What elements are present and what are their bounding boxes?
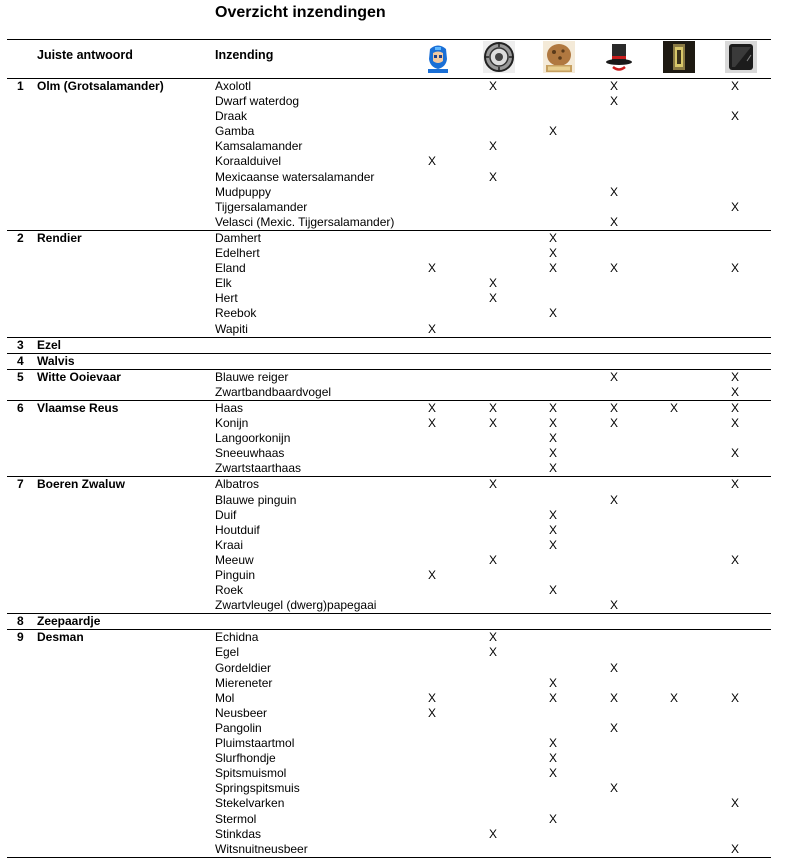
submission-name: Tijgersalamander: [215, 199, 308, 214]
submission-mark: X: [730, 369, 739, 384]
table-row: [7, 231, 771, 246]
submission-mark: X: [609, 781, 618, 796]
submission-name: Eland: [215, 261, 246, 276]
submission-mark: X: [548, 766, 557, 781]
submission-mark: X: [548, 537, 557, 552]
submission-name: Egel: [215, 645, 240, 660]
question-number: 4: [17, 353, 24, 368]
submission-name: Draak: [215, 109, 248, 124]
table-row: [7, 291, 771, 306]
submission-name: Albatros: [215, 477, 260, 492]
table-row: [7, 538, 771, 553]
submission-mark: X: [548, 751, 557, 766]
header-correct-answer: Juiste antwoord: [37, 48, 133, 62]
table-row: [7, 706, 771, 721]
submission-name: Pinguin: [215, 568, 256, 582]
table-row: [7, 170, 771, 185]
submission-mark: X: [609, 369, 618, 384]
table-row: [7, 370, 771, 385]
submission-name: Haas: [215, 400, 244, 415]
submission-name: Axolotl: [215, 79, 252, 93]
submission-mark: X: [609, 261, 618, 276]
submission-mark: X: [548, 246, 557, 261]
submission-name: Wapiti: [215, 321, 248, 336]
submission-name: Langoorkonijn: [215, 431, 291, 446]
submission-mark: X: [548, 583, 557, 598]
submission-mark: X: [488, 630, 497, 645]
answer-group: [7, 477, 771, 614]
table-row: [7, 523, 771, 538]
table-row: [7, 185, 771, 200]
submission-mark: X: [427, 321, 436, 336]
table-row: [7, 751, 771, 766]
submission-name: Pangolin: [215, 720, 262, 735]
table-row: [7, 598, 771, 613]
submission-mark: X: [488, 276, 497, 291]
table-row: [7, 109, 771, 124]
table-row: [7, 661, 771, 676]
submission-mark: X: [609, 79, 618, 93]
submission-mark: X: [488, 477, 497, 492]
page-title: Overzicht inzendingen: [215, 4, 386, 21]
submission-mark: X: [730, 552, 739, 567]
submission-mark: X: [427, 400, 436, 415]
table-row: [7, 306, 771, 321]
table-row: [7, 812, 771, 827]
submission-mark: X: [488, 645, 497, 660]
table-row: [7, 246, 771, 261]
submission-name: Kraai: [215, 537, 244, 552]
table-row: [7, 401, 771, 416]
dark-room-avatar: [663, 41, 695, 73]
submission-name: Stermol: [215, 811, 257, 826]
table-row: [7, 154, 771, 169]
submission-name: Blauwe pinguin: [215, 492, 297, 507]
submission-mark: X: [730, 400, 739, 415]
submission-name: Velasci (Mexic. Tijgersalamander): [215, 214, 395, 229]
answer-group: [7, 79, 771, 231]
submission-mark: X: [730, 79, 739, 93]
table-row: [7, 827, 771, 842]
table-row: [7, 461, 771, 476]
submission-name: Zwartbandbaardvogel: [215, 384, 332, 399]
emblem-avatar: [483, 41, 515, 73]
submission-name: Witsnuitneusbeer: [215, 841, 308, 856]
submission-name: Slurfhondje: [215, 751, 276, 766]
submission-mark: X: [609, 598, 618, 613]
table-row: [7, 568, 771, 583]
question-number: 1: [17, 79, 24, 93]
submission-mark: X: [488, 139, 497, 154]
submission-mark: X: [609, 400, 618, 415]
correct-answer: Rendier: [37, 230, 82, 245]
submission-mark: X: [548, 461, 557, 476]
submission-name: Stinkdas: [215, 826, 262, 841]
correct-answer: Walvis: [37, 353, 75, 368]
submission-name: Sneeuwhaas: [215, 446, 285, 461]
submission-name: Echidna: [215, 630, 259, 645]
table-row: [7, 322, 771, 337]
submission-mark: X: [488, 552, 497, 567]
submission-mark: X: [427, 154, 436, 169]
table-row: [7, 676, 771, 691]
answer-group: [7, 354, 771, 370]
table-row: [7, 79, 771, 94]
header-submission: Inzending: [215, 48, 274, 62]
table-row: [7, 276, 771, 291]
submission-name: Mexicaanse watersalamander: [215, 169, 375, 184]
table-row: [7, 416, 771, 431]
submission-name: Neusbeer: [215, 705, 268, 720]
submission-name: Meeuw: [215, 552, 254, 567]
submission-mark: X: [730, 796, 739, 811]
question-number: 9: [17, 630, 24, 645]
top-hat-avatar: [603, 41, 635, 73]
submission-mark: X: [548, 431, 557, 446]
submission-name: Gamba: [215, 124, 255, 139]
megaman-avatar: [422, 41, 454, 73]
cookie-avatar: [543, 41, 575, 73]
table-header: [7, 40, 771, 79]
table-row: [7, 614, 771, 629]
submission-name: Mudpuppy: [215, 184, 272, 199]
submission-name: Hert: [215, 291, 238, 306]
dark-device-avatar: [725, 41, 757, 73]
table-row: [7, 842, 771, 857]
submission-name: Elk: [215, 276, 232, 291]
submission-mark: X: [488, 826, 497, 841]
submission-mark: X: [609, 94, 618, 109]
submission-mark: X: [730, 446, 739, 461]
submission-mark: X: [730, 841, 739, 856]
submission-name: Miereneter: [215, 675, 273, 690]
submission-mark: X: [427, 261, 436, 276]
correct-answer: Witte Ooievaar: [37, 369, 121, 384]
submission-mark: X: [548, 675, 557, 690]
submission-mark: X: [730, 261, 739, 276]
answer-group: [7, 338, 771, 354]
submission-name: Mol: [215, 690, 235, 705]
submission-mark: X: [730, 416, 739, 431]
correct-answer: Zeepaardje: [37, 614, 101, 629]
submission-name: Springspitsmuis: [215, 781, 300, 796]
table-row: [7, 583, 771, 598]
table-row: [7, 200, 771, 215]
correct-answer: Boeren Zwaluw: [37, 477, 126, 492]
submission-name: Damhert: [215, 230, 262, 245]
submission-mark: X: [488, 79, 497, 93]
table-row: [7, 477, 771, 492]
submission-mark: X: [488, 400, 497, 415]
submission-name: Zwartvleugel (dwerg)papegaai: [215, 598, 377, 613]
submission-mark: X: [669, 400, 678, 415]
submission-name: Zwartstaarthaas: [215, 461, 302, 476]
correct-answer: Ezel: [37, 337, 62, 352]
submission-mark: X: [548, 736, 557, 751]
table-row: [7, 446, 771, 461]
submission-mark: X: [609, 660, 618, 675]
submission-mark: X: [730, 109, 739, 124]
submission-mark: X: [548, 306, 557, 321]
submissions-table: [7, 39, 771, 858]
submission-name: Roek: [215, 583, 244, 598]
submission-name: Blauwe reiger: [215, 369, 289, 384]
answer-group: [7, 614, 771, 630]
table-row: [7, 493, 771, 508]
submission-mark: X: [427, 416, 436, 431]
submission-name: Houtduif: [215, 522, 260, 537]
submission-name: Reebok: [215, 306, 257, 321]
submission-name: Kamsalamander: [215, 139, 303, 154]
submission-name: Spitsmuismol: [215, 766, 287, 781]
table-row: [7, 508, 771, 523]
submission-mark: X: [488, 169, 497, 184]
table-row: [7, 691, 771, 706]
submission-mark: X: [730, 477, 739, 492]
table-row: [7, 124, 771, 139]
submission-name: Gordeldier: [215, 660, 272, 675]
submission-name: Konijn: [215, 416, 249, 431]
submission-mark: X: [548, 811, 557, 826]
table-row: [7, 766, 771, 781]
table-row: [7, 338, 771, 353]
question-number: 8: [17, 614, 24, 629]
question-number: 5: [17, 369, 24, 384]
submission-mark: X: [548, 416, 557, 431]
submission-name: Duif: [215, 507, 237, 522]
submission-mark: X: [548, 124, 557, 139]
submission-mark: X: [609, 416, 618, 431]
table-row: [7, 385, 771, 400]
submission-mark: X: [548, 446, 557, 461]
submission-mark: X: [730, 384, 739, 399]
submission-mark: X: [427, 705, 436, 720]
submission-name: Koraalduivel: [215, 154, 282, 169]
submission-mark: X: [548, 690, 557, 705]
answer-group: [7, 630, 771, 857]
submission-mark: X: [548, 261, 557, 276]
submission-name: Pluimstaartmol: [215, 736, 295, 751]
answer-group: [7, 401, 771, 477]
question-number: 6: [17, 400, 24, 415]
correct-answer: Olm (Grotsalamander): [37, 79, 164, 93]
submission-mark: X: [669, 690, 678, 705]
submission-mark: X: [427, 568, 436, 582]
table-row: [7, 261, 771, 276]
answer-group: [7, 231, 771, 338]
table-row: [7, 630, 771, 645]
table-row: [7, 139, 771, 154]
submission-mark: X: [730, 690, 739, 705]
question-number: 7: [17, 477, 24, 492]
submission-mark: X: [609, 690, 618, 705]
submission-mark: X: [488, 291, 497, 306]
table-row: [7, 553, 771, 568]
answer-group: [7, 370, 771, 401]
table-row: [7, 215, 771, 230]
table-row: [7, 431, 771, 446]
submission-mark: X: [548, 507, 557, 522]
table-row: [7, 721, 771, 736]
table-row: [7, 94, 771, 109]
submission-mark: X: [548, 230, 557, 245]
correct-answer: Vlaamse Reus: [37, 400, 119, 415]
correct-answer: Desman: [37, 630, 84, 645]
question-number: 3: [17, 337, 24, 352]
submission-mark: X: [609, 184, 618, 199]
table-row: [7, 796, 771, 811]
table-row: [7, 354, 771, 369]
submission-mark: X: [427, 690, 436, 705]
submission-name: Dwarf waterdog: [215, 94, 300, 109]
table-row: [7, 781, 771, 796]
submission-mark: X: [548, 400, 557, 415]
submission-name: Stekelvarken: [215, 796, 285, 811]
submission-mark: X: [609, 214, 618, 229]
table-row: [7, 645, 771, 660]
submission-mark: X: [730, 199, 739, 214]
submission-mark: X: [609, 492, 618, 507]
submission-name: Edelhert: [215, 246, 260, 261]
submission-mark: X: [609, 720, 618, 735]
table-row: [7, 736, 771, 751]
question-number: 2: [17, 230, 24, 245]
submission-mark: X: [548, 522, 557, 537]
submission-mark: X: [488, 416, 497, 431]
